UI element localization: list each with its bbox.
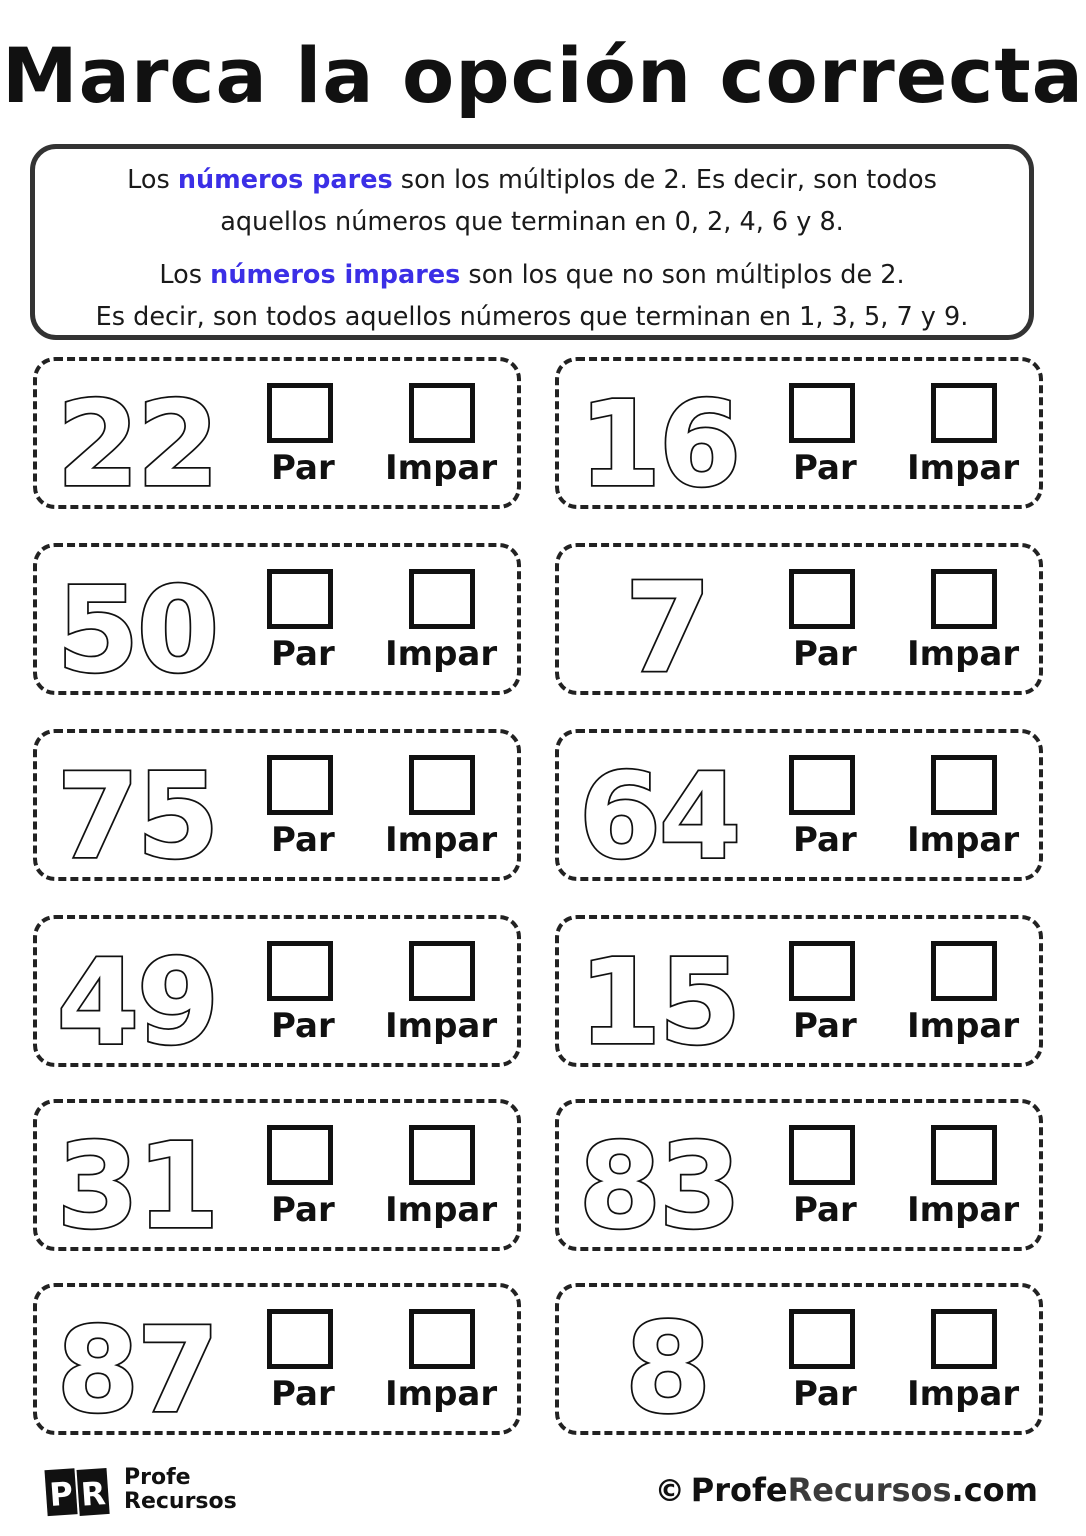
exercise-card-5 bbox=[33, 729, 521, 881]
par-label: Par bbox=[793, 634, 857, 674]
exercise-card-6 bbox=[555, 729, 1043, 881]
impar-label: Impar bbox=[907, 820, 1020, 860]
number-outline bbox=[45, 1109, 245, 1249]
impar-label: Impar bbox=[385, 1190, 498, 1230]
number-value: 22 bbox=[56, 375, 218, 507]
par-label: Par bbox=[793, 1374, 857, 1414]
par-checkbox[interactable] bbox=[267, 1309, 333, 1369]
number-outline bbox=[567, 553, 767, 693]
par-label: Par bbox=[793, 448, 857, 488]
number-value: 50 bbox=[56, 561, 218, 693]
logo-mark-icon bbox=[44, 1462, 112, 1520]
exercise-card-12 bbox=[555, 1283, 1043, 1435]
par-checkbox[interactable] bbox=[789, 1125, 855, 1185]
impar-label: Impar bbox=[385, 634, 498, 674]
impar-checkbox[interactable] bbox=[409, 755, 475, 815]
even-definition bbox=[35, 159, 1029, 243]
impar-checkbox[interactable] bbox=[931, 941, 997, 1001]
number-value: 16 bbox=[578, 375, 740, 507]
even-definition-line-2: aquellos números que terminan en 0, 2, 4, 6 y 8. bbox=[220, 207, 844, 237]
number-outline bbox=[567, 367, 767, 507]
par-label: Par bbox=[271, 1190, 335, 1230]
number-outline bbox=[45, 553, 245, 693]
site-name-part-1: Profe bbox=[690, 1471, 788, 1509]
impar-checkbox[interactable] bbox=[931, 383, 997, 443]
par-label: Par bbox=[793, 1006, 857, 1046]
impar-label: Impar bbox=[907, 634, 1020, 674]
page-title: Marca la opción correcta bbox=[2, 31, 1084, 120]
par-label: Par bbox=[271, 1374, 335, 1414]
impar-checkbox[interactable] bbox=[931, 755, 997, 815]
par-label: Par bbox=[271, 1006, 335, 1046]
logo-letter-p: P bbox=[48, 1474, 75, 1514]
exercise-card-3 bbox=[33, 543, 521, 695]
par-checkbox[interactable] bbox=[267, 569, 333, 629]
par-label: Par bbox=[793, 1190, 857, 1230]
par-checkbox[interactable] bbox=[267, 755, 333, 815]
par-checkbox[interactable] bbox=[789, 755, 855, 815]
number-value: 87 bbox=[56, 1301, 218, 1433]
number-outline bbox=[567, 925, 767, 1065]
exercise-card-4 bbox=[555, 543, 1043, 695]
impar-label: Impar bbox=[907, 1374, 1020, 1414]
copyright-icon: © bbox=[654, 1474, 685, 1509]
logo-letter-r: R bbox=[79, 1474, 107, 1514]
par-checkbox[interactable] bbox=[789, 1309, 855, 1369]
par-checkbox[interactable] bbox=[267, 383, 333, 443]
par-checkbox[interactable] bbox=[789, 941, 855, 1001]
definition-box bbox=[30, 144, 1034, 340]
number-outline bbox=[45, 1293, 245, 1433]
exercise-card-1 bbox=[33, 357, 521, 509]
par-label: Par bbox=[793, 820, 857, 860]
par-checkbox[interactable] bbox=[789, 383, 855, 443]
par-checkbox[interactable] bbox=[267, 941, 333, 1001]
number-value: 49 bbox=[56, 933, 218, 1065]
number-outline bbox=[567, 739, 767, 879]
logo-line-1: Profe bbox=[124, 1465, 191, 1490]
impar-checkbox[interactable] bbox=[931, 569, 997, 629]
number-outline bbox=[45, 367, 245, 507]
par-checkbox[interactable] bbox=[789, 569, 855, 629]
logo-line-2: Recursos bbox=[124, 1489, 237, 1514]
impar-checkbox[interactable] bbox=[409, 569, 475, 629]
number-value: 83 bbox=[578, 1117, 740, 1249]
impar-checkbox[interactable] bbox=[931, 1309, 997, 1369]
even-definition-line-1: Los números pares son los múltiplos de 2. Es decir, son todos bbox=[127, 165, 937, 195]
impar-label: Impar bbox=[907, 448, 1020, 488]
odd-definition-line-1: Los números impares son los que no son múltiplos de 2. bbox=[159, 260, 905, 290]
impar-checkbox[interactable] bbox=[409, 941, 475, 1001]
number-value: 8 bbox=[624, 1297, 710, 1433]
number-value: 31 bbox=[56, 1117, 218, 1249]
number-outline bbox=[567, 1293, 767, 1433]
site-name-part-3: .com bbox=[951, 1471, 1038, 1509]
number-outline bbox=[45, 739, 245, 879]
number-value: 75 bbox=[56, 747, 218, 879]
exercise-card-7 bbox=[33, 915, 521, 1067]
odd-numbers-highlight: números impares bbox=[210, 260, 461, 290]
number-outline bbox=[45, 925, 245, 1065]
impar-checkbox[interactable] bbox=[409, 1309, 475, 1369]
impar-checkbox[interactable] bbox=[409, 1125, 475, 1185]
copyright-notice bbox=[654, 1471, 1038, 1509]
impar-label: Impar bbox=[907, 1190, 1020, 1230]
site-name-part-2: Recursos bbox=[787, 1471, 952, 1509]
impar-checkbox[interactable] bbox=[931, 1125, 997, 1185]
exercise-card-8 bbox=[555, 915, 1043, 1067]
logo-text bbox=[124, 1466, 237, 1514]
exercise-card-2 bbox=[555, 357, 1043, 509]
number-value: 64 bbox=[578, 747, 740, 879]
impar-label: Impar bbox=[385, 1374, 498, 1414]
exercise-card-11 bbox=[33, 1283, 521, 1435]
impar-label: Impar bbox=[907, 1006, 1020, 1046]
impar-label: Impar bbox=[385, 1006, 498, 1046]
odd-definition-line-2: Es decir, son todos aquellos números que terminan en 1, 3, 5, 7 y 9. bbox=[95, 302, 969, 332]
even-numbers-highlight: números pares bbox=[177, 165, 393, 195]
impar-checkbox[interactable] bbox=[409, 383, 475, 443]
par-checkbox[interactable] bbox=[267, 1125, 333, 1185]
exercise-card-9 bbox=[33, 1099, 521, 1251]
number-value: 7 bbox=[624, 557, 710, 693]
par-label: Par bbox=[271, 634, 335, 674]
exercise-card-10 bbox=[555, 1099, 1043, 1251]
number-value: 15 bbox=[578, 933, 740, 1065]
odd-definition bbox=[35, 254, 1029, 338]
impar-label: Impar bbox=[385, 448, 498, 488]
par-label: Par bbox=[271, 448, 335, 488]
par-label: Par bbox=[271, 820, 335, 860]
profe-recursos-logo bbox=[44, 1462, 304, 1522]
number-outline bbox=[567, 1109, 767, 1249]
impar-label: Impar bbox=[385, 820, 498, 860]
